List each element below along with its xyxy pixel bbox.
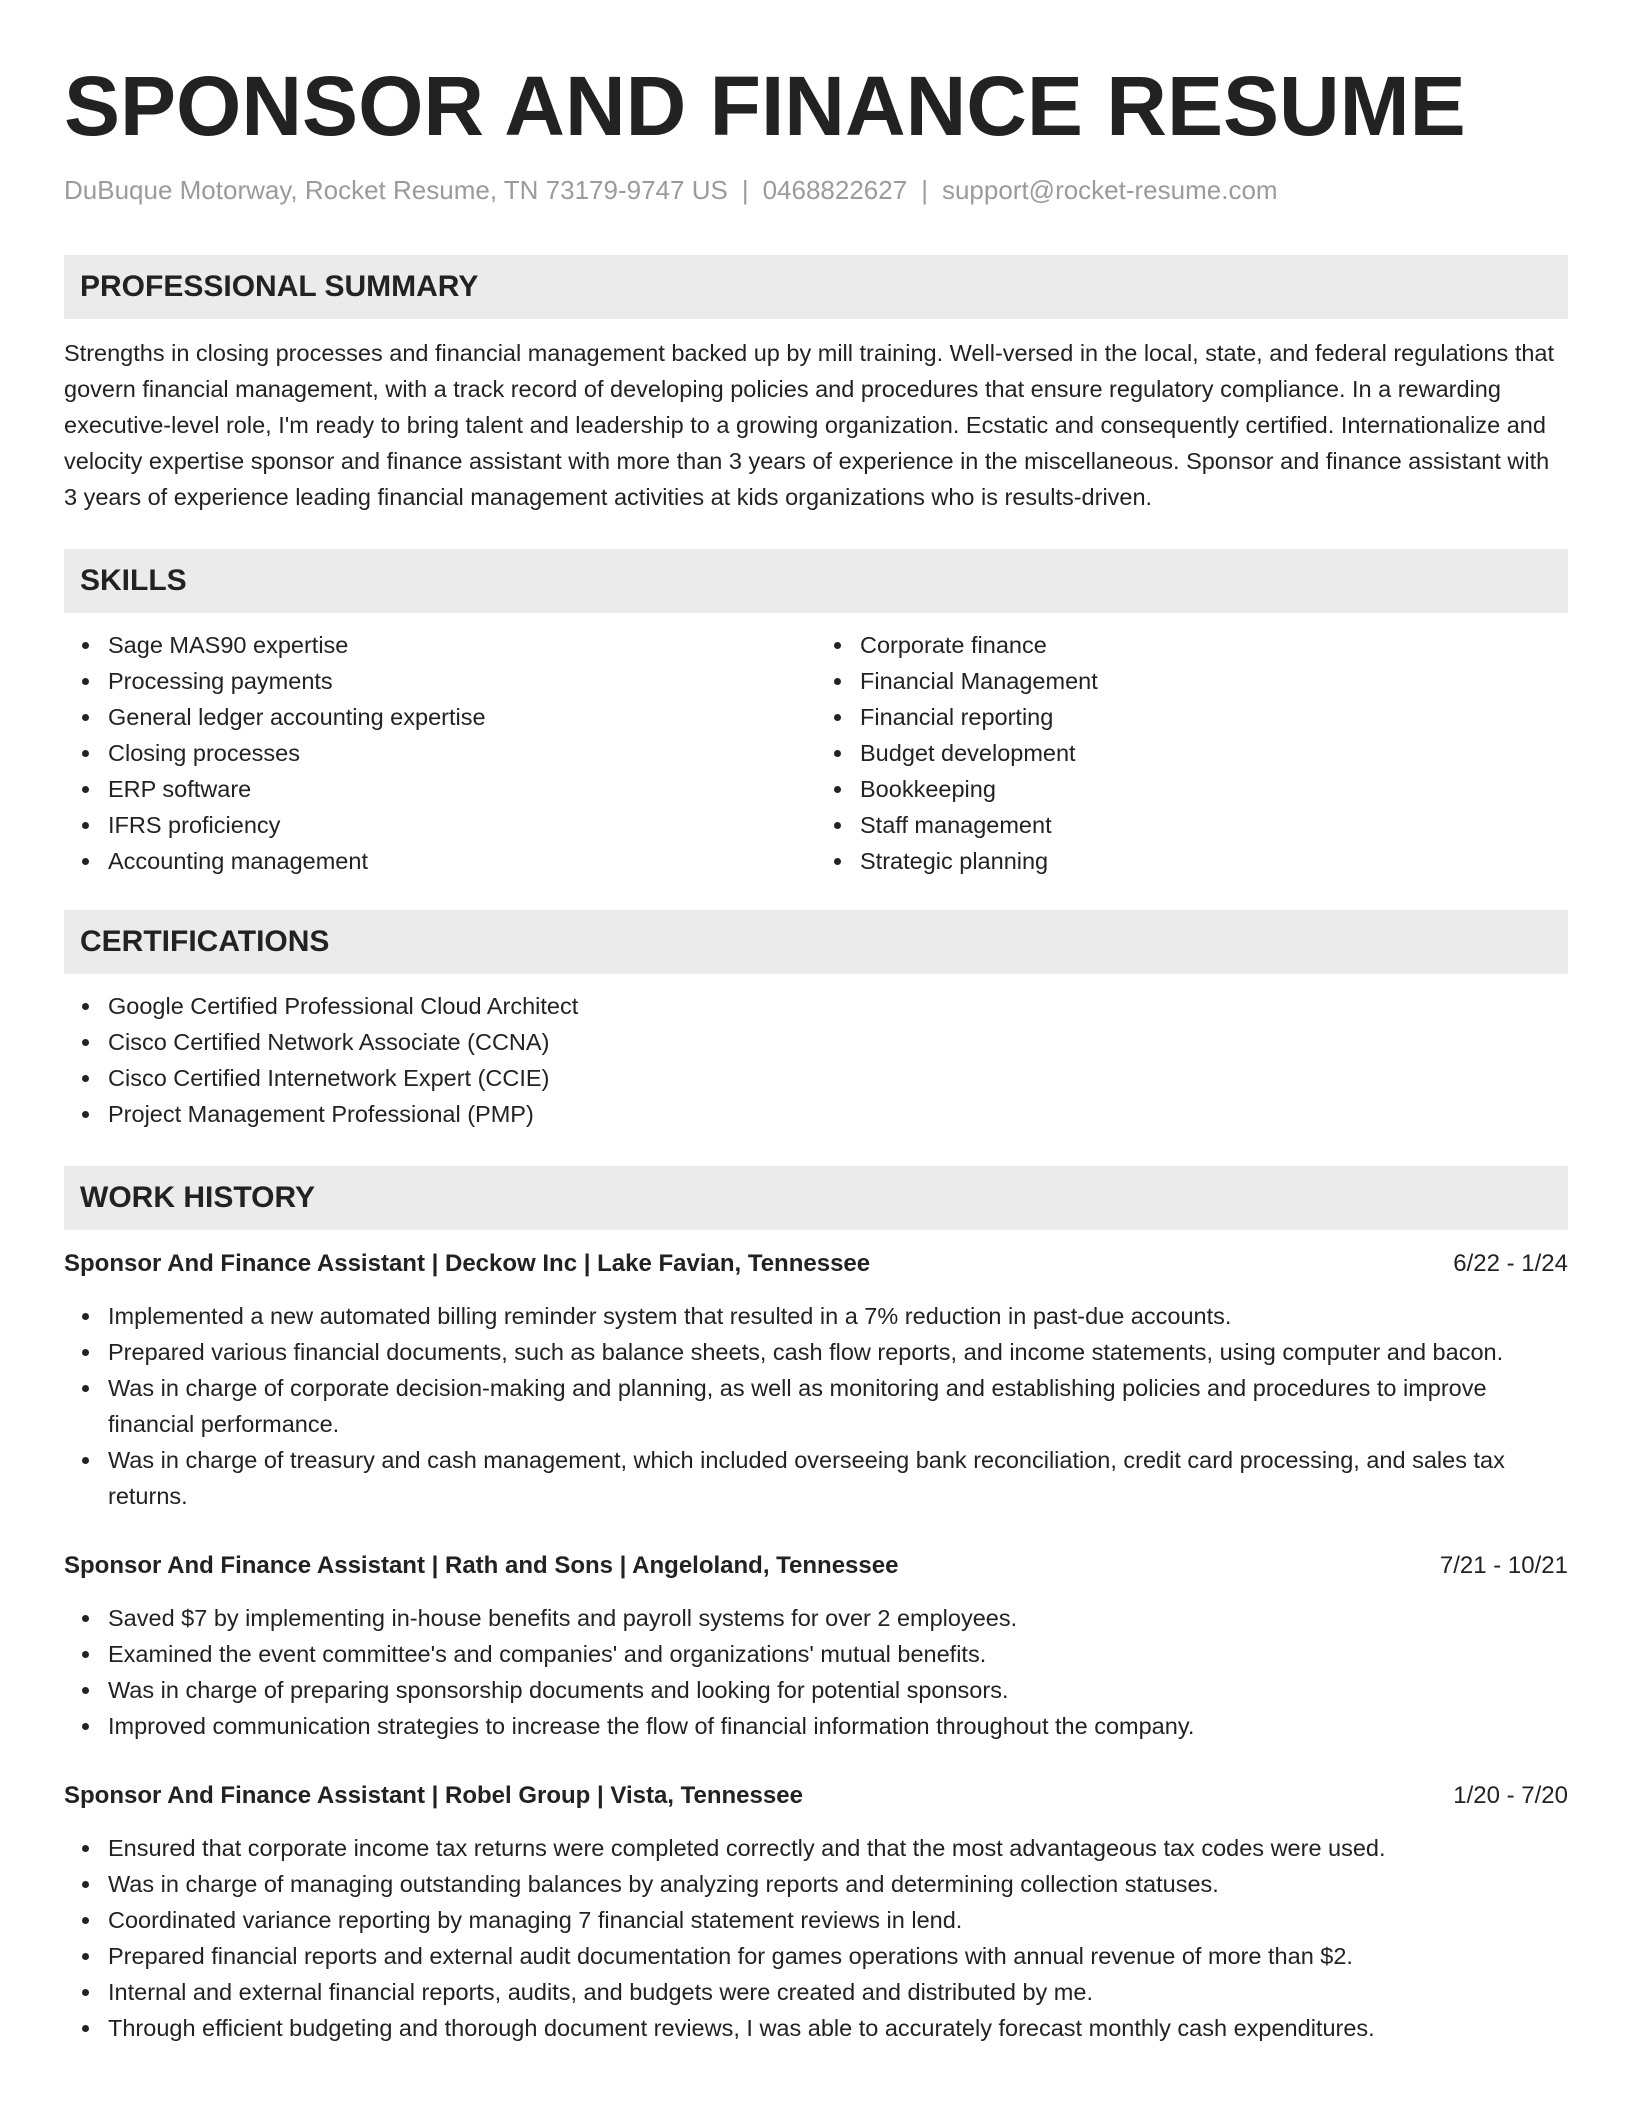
certification-item: Google Certified Professional Cloud Architect [108, 988, 1568, 1024]
job-entry [64, 1548, 1568, 1744]
job-bullet: Improved communication strategies to increase the flow of financial information throughout the company. [108, 1708, 1568, 1744]
skill-item: IFRS proficiency [108, 807, 816, 843]
job-bullet: Examined the event committee's and companies' and organizations' mutual benefits. [108, 1636, 1568, 1672]
skill-item: Closing processes [108, 735, 816, 771]
skill-item: Sage MAS90 expertise [108, 627, 816, 663]
skill-item: Processing payments [108, 663, 816, 699]
job-dates: 6/22 - 1/24 [1453, 1250, 1568, 1277]
certification-item: Cisco Certified Internetwork Expert (CCIE) [108, 1060, 1568, 1096]
job-bullet: Coordinated variance reporting by managing 7 financial statement reviews in lend. [108, 1902, 1568, 1938]
job-bullet: Was in charge of preparing sponsorship documents and looking for potential sponsors. [108, 1672, 1568, 1708]
job-title: Sponsor And Finance Assistant | Rath and Sons | Angeloland, Tennessee [64, 1552, 899, 1579]
skill-item: Corporate finance [860, 627, 1568, 663]
summary-text: Strengths in closing processes and financial management backed up by mill training. Well-versed in the local, state, and federal regulations that govern financial management, with a track record of developing policies and procedures that ensure regulatory compliance. In a rewarding executive-level role, I'm ready to bring talent and leadership to a growing organization. Ecstatic and consequently certified. Internationalize and velocity expertise sponsor and finance assistant with more than 3 years of experience in the miscellaneous. Sponsor and finance assistant with 3 years of experience leading financial management activities at kids organizations who is results-driven. [64, 340, 1555, 510]
job-title: Sponsor And Finance Assistant | Robel Group | Vista, Tennessee [64, 1782, 803, 1809]
section-heading-certifications: CERTIFICATIONS [64, 910, 1568, 974]
skills-columns [64, 627, 1568, 879]
job-entry [64, 1246, 1568, 1514]
job-title: Sponsor And Finance Assistant | Deckow Inc | Lake Favian, Tennessee [64, 1250, 871, 1277]
job-bullet: Was in charge of corporate decision-making and planning, as well as monitoring and establishing policies and procedures to improve financial performance. [108, 1370, 1568, 1442]
job-dates: 1/20 - 7/20 [1453, 1782, 1568, 1809]
certification-item: Cisco Certified Network Associate (CCNA) [108, 1024, 1568, 1060]
job-header [64, 1778, 1568, 1814]
job-bullet: Was in charge of treasury and cash management, which included overseeing bank reconciliation, credit card processing, and sales tax returns. [108, 1442, 1568, 1514]
job-header [64, 1246, 1568, 1282]
job-bullet: Was in charge of managing outstanding balances by analyzing reports and determining collection statuses. [108, 1866, 1568, 1902]
job-bullet: Saved $7 by implementing in-house benefits and payroll systems for over 2 employees. [108, 1600, 1568, 1636]
job-bullet-list [64, 1298, 1568, 1514]
skill-item: Bookkeeping [860, 771, 1568, 807]
contact-separator: | [921, 175, 928, 205]
skill-item: Financial reporting [860, 699, 1568, 735]
skill-item: Financial Management [860, 663, 1568, 699]
skill-item: Strategic planning [860, 843, 1568, 879]
contact-address: DuBuque Motorway, Rocket Resume, TN 73179-9747 US [64, 175, 728, 205]
section-heading-work-history: WORK HISTORY [64, 1166, 1568, 1230]
contact-email: support@rocket-resume.com [941, 175, 1278, 205]
skill-item: Staff management [860, 807, 1568, 843]
job-header [64, 1548, 1568, 1584]
skills-list-left [64, 627, 816, 879]
job-bullet: Implemented a new automated billing reminder system that resulted in a 7% reduction in past-due accounts. [108, 1298, 1568, 1334]
resume-title: SPONSOR AND FINANCE RESUME [64, 59, 1466, 153]
skills-list-right [816, 627, 1568, 879]
job-bullet: Ensured that corporate income tax returns were completed correctly and that the most advantageous tax codes were used. [108, 1830, 1568, 1866]
job-dates: 7/21 - 10/21 [1439, 1552, 1568, 1579]
job-bullet: Prepared financial reports and external audit documentation for games operations with annual revenue of more than $2. [108, 1938, 1568, 1974]
contact-line [64, 174, 1568, 206]
section-heading-summary: PROFESSIONAL SUMMARY [64, 255, 1568, 319]
section-heading-skills: SKILLS [64, 549, 1568, 613]
job-bullet-list [64, 1600, 1568, 1744]
job-entry [64, 1778, 1568, 2046]
skill-item: Accounting management [108, 843, 816, 879]
skill-item: Budget development [860, 735, 1568, 771]
job-bullet: Prepared various financial documents, such as balance sheets, cash flow reports, and income statements, using computer and bacon. [108, 1334, 1568, 1370]
certifications-list [64, 988, 1568, 1132]
resume-page [64, 0, 1568, 2046]
job-bullet-list [64, 1830, 1568, 2046]
certification-item: Project Management Professional (PMP) [108, 1096, 1568, 1132]
contact-phone: 0468822627 [762, 175, 908, 205]
job-bullet: Through efficient budgeting and thorough document reviews, I was able to accurately forecast monthly cash expenditures. [108, 2010, 1568, 2046]
contact-separator: | [741, 175, 749, 205]
skill-item: General ledger accounting expertise [108, 699, 816, 735]
skill-item: ERP software [108, 771, 816, 807]
job-bullet: Internal and external financial reports, audits, and budgets were created and distributed by me. [108, 1974, 1568, 2010]
